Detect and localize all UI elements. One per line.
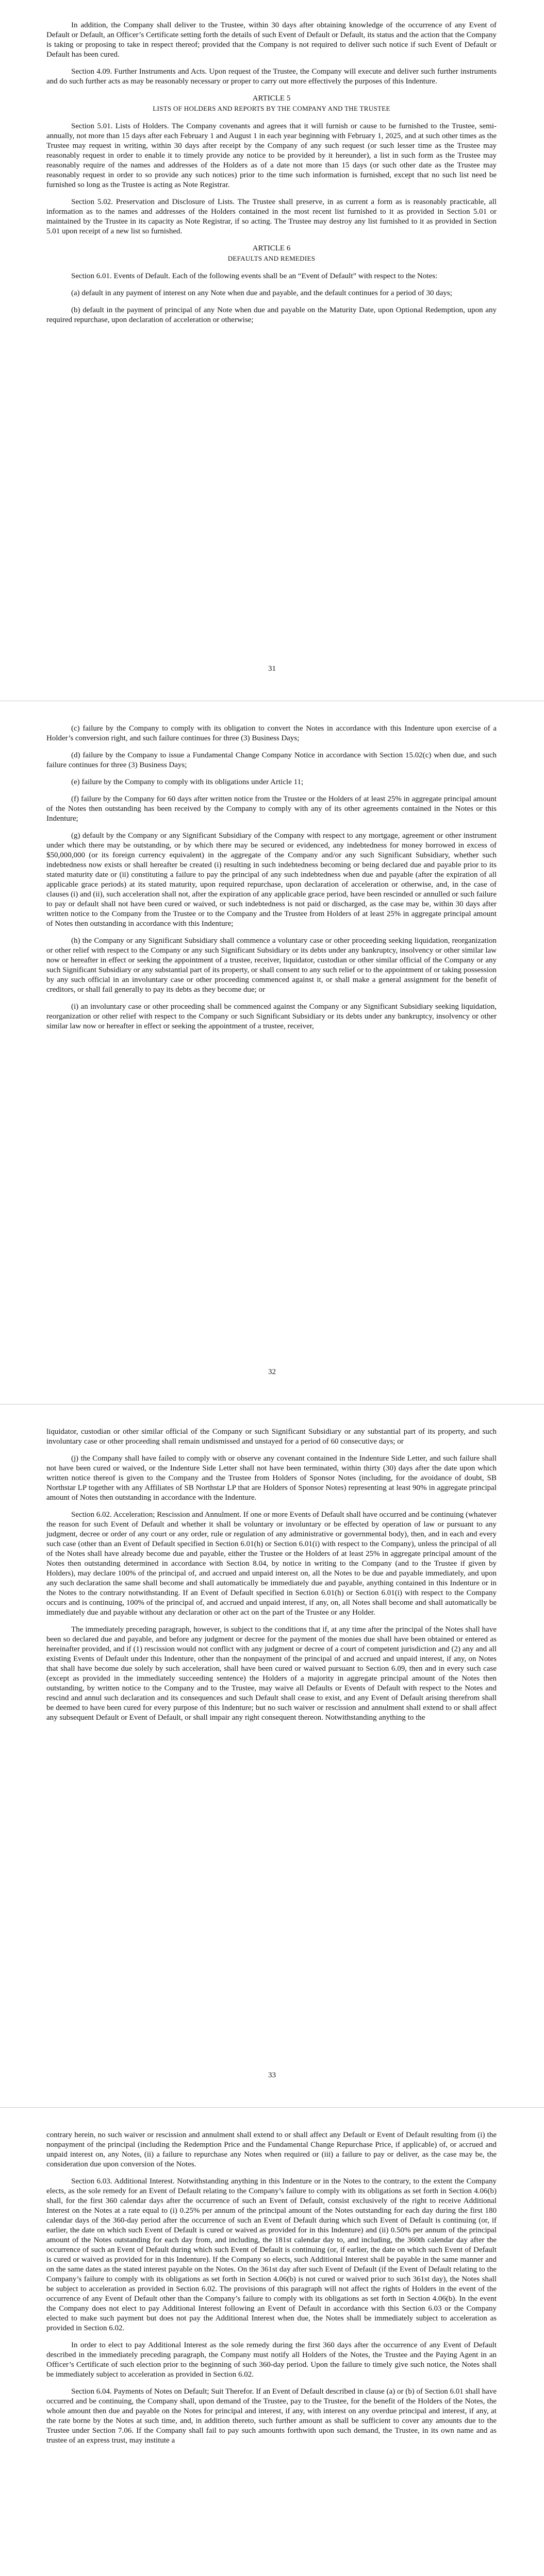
- page-34-body: [46, 2130, 497, 2453]
- paragraph: (j) the Company shall have failed to comply with or observe any covenant contained in the Indenture Side Letter, and such failure shall not have been cured or waived, or the Indenture Side Letter shall not have been terminated, within thirty (30) days after the date upon which written notice thereof is given to the Company and the Trustee from Holders of Sponsor Notes (including, for the avoidance of doubt, SB Northstar LP together with any Affiliates of SB Northstar LP that are Holders of Sponsor Notes) representing at least 90% in aggregate principal amount of Notes then outstanding in accordance with the Indenture.: [46, 1454, 497, 1502]
- paragraph: liquidator, custodian or other similar official of the Company or such Significant Subsidiary or any substantial part of its property, and such involuntary case or other proceeding shall remain undismissed and unstayed for a period of 60 consecutive days; or: [46, 1428, 497, 1446]
- paragraph: (e) failure by the Company to comply with its obligations under Article 11;: [71, 778, 304, 786]
- paragraph: (f) failure by the Company for 60 days after written notice from the Trustee or the Holders of at least 25% in aggregate principal amount of the Notes then outstanding has been received by the Company to comply with any of its other agreements contained in the Notes or this Indenture;: [46, 795, 497, 823]
- paragraph: (i) an involuntary case or other proceeding shall be commenced against the Company or any Significant Subsidiary seeking liquidation, reorganization or other relief with respect to the Company or such Significant Subsidiary or its debts under any bankruptcy, insolvency or other similar law now or hereafter in effect or seeking the appointment of a trustee, receiver,: [46, 1003, 497, 1030]
- page-number: 33: [268, 2071, 276, 2079]
- paragraph: Section 6.04. Payments of Notes on Default; Suit Therefor. If an Event of Default described in clause (a) or (b) of Section 6.01 shall have occurred and be continuing, the Company shall, upon demand of the Trustee, pay to the Trustee, for the benefit of the Holders of the Notes, the whole amount then due and payable on the Notes for principal and interest, if any, with interest on any overdue principal and interest, if any, at the rate borne by the Notes at such time, and, in addition thereto, such further amount as shall be sufficient to cover any amounts due to the Trustee under Section 7.06. If the Company shall fail to pay such amounts forthwith upon such demand, the Trustee, in its own name and as trustee of an express trust, may institute a: [46, 2387, 497, 2445]
- page-32: [0, 703, 544, 1401]
- paragraph: (g) default by the Company or any Significant Subsidiary of the Company with respect to any mortgage, agreement or other instrument under which there may be outstanding, or by which there may be secured or evidenced, any indebtedness for money borrowed in excess of $50,000,000 (or its foreign currency equivalent) in the aggregate of the Company and/or any such Significant Subsidiary, whether such indebtedness now exists or shall hereafter be created (i) resulting in such indebtedness becoming or being declared due and payable prior to its stated maturity date or (ii) constituting a failure to pay the principal of any such indebtedness when due and payable (after the expiration of all applicable grace periods) at its stated maturity, upon required repurchase, upon declaration of acceleration or otherwise, and, in the case of clauses (i) and (ii), such acceleration shall not, after the expiration of any applicable grace period, have been rescinded or annulled or such failure to pay or default shall not have been cured or waived, or such indebtedness is not paid or discharged, as the case may be, within 30 days after written notice to the Company from the Trustee or to the Company and the Trustee from Holders of at least 25% in aggregate principal amount of Notes then outstanding in accordance with this Indenture;: [46, 832, 497, 928]
- page-number: 31: [268, 665, 276, 673]
- paragraph: Section 4.09. Further Instruments and Acts. Upon request of the Trustee, the Company will execute and deliver such further instruments and do such further acts as may be reasonably necessary or proper to carry out more effectively the purposes of this Indenture.: [46, 67, 497, 86]
- paragraph: contrary herein, no such waiver or rescission and annulment shall extend to or shall affect any Default or Event of Default resulting from (i) the nonpayment of the principal (including the Redemption Price and the Fundamental Change Repurchase Price, if applicable) of, or accrued and unpaid interest on, any Notes, (ii) a failure to repurchase any Notes when required or (iii) a failure to pay or deliver, as the case may be, the consideration due upon conversion of the Notes.: [46, 2131, 497, 2168]
- article-6-subtitle: DEFAULTS AND REMEDIES: [227, 255, 316, 262]
- paragraph: In addition, the Company shall deliver to the Trustee, within 30 days after obtaining knowledge of the occurrence of any Event of Default or Default, an Officer’s Certificate setting forth the details of such Event of Default or Default, its status and the action that the Company is taking or proposing to take in respect thereof; provided that the Company is not required to deliver such notice if such Event of Default or Default has been cured.: [46, 21, 497, 59]
- paragraph: (h) the Company or any Significant Subsidiary shall commence a voluntary case or other proceeding seeking liquidation, reorganization or other relief with respect to the Company or any such Significant Subsidiary or its debts under any bankruptcy, insolvency or other similar law now or hereafter in effect or seeking the appointment of a trustee, receiver, liquidator, custodian or other similar official of the Company or any such Significant Subsidiary or any substantial part of its property, or shall consent to any such relief or to the appointment of or taking possession by any such official in an involuntary case or other proceeding commenced against it, or shall make a general assignment for the benefit of creditors, or shall fail generally to pay its debts as they become due; or: [46, 937, 497, 994]
- paragraph: Section 6.02. Acceleration; Rescission and Annulment. If one or more Events of Default shall have occurred and be continuing (whatever the reason for such Event of Default and whether it shall be voluntary or involuntary or be effected by operation of law or pursuant to any judgment, decree or order of any court or any order, rule or regulation of any administrative or governmental body), then, and in each and every such case (other than an Event of Default specified in Section 6.01(h) or Section 6.01(i) with respect to the Company), unless the principal of all of the Notes shall have already become due and payable, either the Trustee or the Holders of at least 25% in aggregate principal amount of the Notes then outstanding determined in accordance with Section 8.04, by notice in writing to the Company (and to the Trustee if given by Holders), may declare 100% of the principal of, and accrued and unpaid interest on, all the Notes to be due and payable immediately, and upon any such declaration the same shall become and shall automatically be immediately due and payable, anything contained in this Indenture or in the Notes to the contrary notwithstanding. If an Event of Default specified in Section 6.01(h) or Section 6.01(i) with respect to the Company occurs and is continuing, 100% of the principal of, and accrued and unpaid interest, if any, on, all Notes shall become and shall automatically be immediately due and payable without any declaration or other act on the part of the Trustee or any Holder.: [46, 1511, 497, 1617]
- page-33: [0, 1406, 544, 2105]
- article-5-title: ARTICLE 5: [252, 94, 291, 103]
- page-33-body: [46, 1427, 497, 1730]
- article-6-title: ARTICLE 6: [252, 244, 291, 252]
- paragraph: (d) failure by the Company to issue a Fundamental Change Company Notice in accordance with Section 15.02(c) when due, and such failure continues for three (3) Business Days;: [46, 751, 497, 769]
- paragraph: (a) default in any payment of interest on any Note when due and payable, and the default continues for a period of 30 days;: [71, 289, 452, 297]
- page-32-body: [46, 724, 497, 1039]
- paragraph: In order to elect to pay Additional Interest as the sole remedy during the first 360 days after the occurrence of any Event of Default described in the immediately preceding paragraph, the Company must notify all Holders of the Notes, the Trustee and the Paying Agent in an Officer’s Certificate of such election prior to the beginning of such 360-day period. Upon the failure to timely give such notice, the Notes shall be immediately subject to acceleration as provided in Section 6.02.: [46, 2341, 497, 2379]
- paragraph: Section 5.02. Preservation and Disclosure of Lists. The Trustee shall preserve, in as current a form as is reasonably practicable, all information as to the names and addresses of the Holders contained in the most recent list furnished to it as provided in Section 5.01 or maintained by the Trustee in its capacity as Note Registrar, if so acting. The Trustee may destroy any list furnished to it as provided in Section 5.01 upon receipt of a new list so furnished.: [46, 198, 497, 235]
- paragraph: Section 6.01. Events of Default. Each of the following events shall be an “Event of Default” with respect to the Notes:: [71, 272, 438, 280]
- page-31-body: [46, 21, 497, 332]
- paragraph: The immediately preceding paragraph, however, is subject to the conditions that if, at any time after the principal of the Notes shall have been so declared due and payable, and before any judgment or decree for the payment of the monies due shall have been obtained or entered as hereinafter provided, and if (1) rescission would not conflict with any judgment or decree of a court of competent jurisdiction and (2) any and all existing Events of Default under this Indenture, other than the nonpayment of the principal of and accrued and unpaid interest, if any, on Notes that shall have become due solely by such acceleration, shall have been cured or waived pursuant to Section 6.09, then and in every such case (except as provided in the immediately succeeding sentence) the Holders of a majority in aggregate principal amount of the Notes then outstanding, by written notice to the Company and to the Trustee, may waive all Defaults or Events of Default with respect to the Notes and rescind and annul such declaration and its consequences and such Default shall cease to exist, and any Event of Default arising therefrom shall be deemed to have been cured for every purpose of this Indenture; but no such waiver or rescission and annulment shall extend to or shall affect any subsequent Default or Event of Default, or shall impair any right consequent thereon. Notwithstanding anything to the: [46, 1625, 497, 1722]
- paragraph: Section 6.03. Additional Interest. Notwithstanding anything in this Indenture or in the Notes to the contrary, to the extent the Company elects, as the sole remedy for an Event of Default relating to the Company’s failure to comply with its obligations as set forth in Section 4.06(b) shall, for the first 360 calendar days after the occurrence of such an Event of Default, consist exclusively of the right to receive Additional Interest on the Notes at a rate equal to (i) 0.25% per annum of the principal amount of the Notes outstanding for each day during the first 180 calendar days of the 360-day period after the occurrence of such an Event of Default during which such Event of Default is continuing (or, if earlier, the date on which such Event of Default is cured or waived as provided for in this Indenture) and (ii) 0.50% per annum of the principal amount of the Notes outstanding for each day from, and including, the 181st calendar day to, and including, the 360th calendar day after the occurrence of such an Event of Default during which such Event of Default is continuing (or, if earlier, the date on which such Event of Default is cured or waived as provided for in this Indenture). If the Company so elects, such Additional Interest shall be payable in the same manner and on the same dates as the stated interest payable on the Notes. On the 361st day after such Event of Default (if the Event of Default relating to the Company’s failure to comply with its obligations as set forth in Section 4.06(b) is not cured or waived prior to such 361st day), the Notes shall be subject to acceleration as provided in Section 6.02. The provisions of this paragraph will not affect the rights of Holders in the event of the occurrence of any Event of Default other than the Company’s failure to comply with its obligations as set forth in Section 4.06(b). In the event the Company does not elect to pay Additional Interest following an Event of Default in accordance with this Section 6.03 or the Company elected to make such payment but does not pay the Additional Interest when due, the Notes shall be immediately subject to acceleration as provided in Section 6.02.: [46, 2177, 497, 2332]
- paragraph: Section 5.01. Lists of Holders. The Company covenants and agrees that it will furnish or cause to be furnished to the Trustee, semi-annually, not more than 15 days after each February 1 and August 1 in each year beginning with February 1, 2025, and at such other times as the Trustee may request in writing, within 30 days after receipt by the Company of any such request (or such lesser time as the Trustee may reasonably request in order to enable it to timely provide any notice to be provided by it hereunder), a list in such form as the Trustee may reasonably require of the names and addresses of the Holders as of a date not more than 15 days (or such other date as the Trustee may reasonably request in order to so provide any such notices) prior to the time such information is furnished, except that no such list need be furnished so long as the Trustee is acting as Note Registrar.: [46, 122, 497, 189]
- paragraph: (c) failure by the Company to comply with its obligation to convert the Notes in accordance with this Indenture upon exercise of a Holder’s conversion right, and such failure continues for three (3) Business Days;: [46, 724, 497, 742]
- page-34: [0, 2110, 544, 2576]
- page-number: 32: [268, 1368, 276, 1376]
- page-31: [0, 0, 544, 698]
- paragraph: (b) default in the payment of principal of any Note when due and payable on the Maturity Date, upon Optional Redemption, upon any required repurchase, upon declaration of acceleration or otherwise;: [46, 306, 497, 324]
- page-divider: [0, 2107, 544, 2108]
- article-5-subtitle: LISTS OF HOLDERS AND REPORTS BY THE COMPANY AND THE TRUSTEE: [153, 105, 390, 112]
